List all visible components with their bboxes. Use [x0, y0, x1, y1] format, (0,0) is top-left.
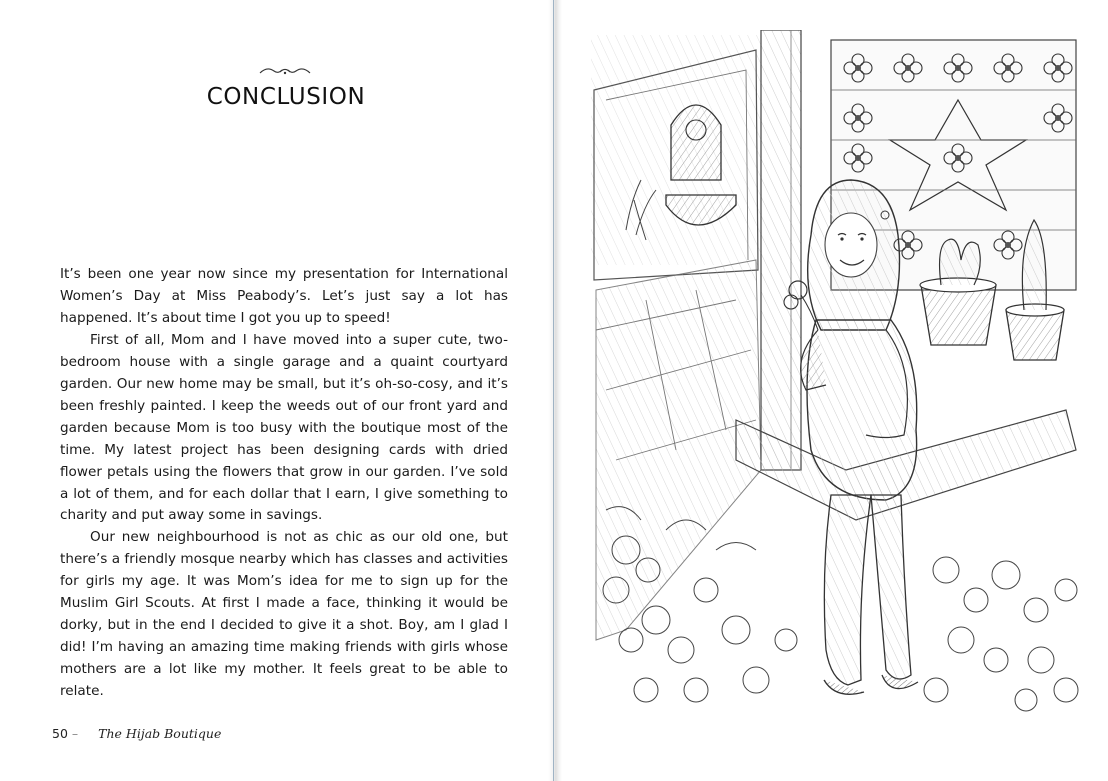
- page-footer: [52, 726, 221, 741]
- chapter-ornament-icon: [258, 64, 312, 78]
- book-gutter: [548, 0, 562, 781]
- chapter-body: [60, 264, 508, 703]
- footer-dash: –: [71, 726, 79, 741]
- running-book-title: The Hijab Boutique: [98, 726, 222, 741]
- chapter-title: CONCLUSION: [206, 84, 366, 110]
- paragraph-1: It’s been one year now since my presentation for International Women’s Day at Miss Peabody’s. Let’s just say a lot has happened. It’s about time I got you up to speed!: [60, 266, 508, 326]
- gutter-fold-line: [553, 0, 554, 781]
- page-number: 50: [52, 726, 68, 741]
- paragraph-2: First of all, Mom and I have moved into a super cute, two-bedroom house with a single garage and a quaint courtyard garden. Our new home may be small, but it’s oh-so-cosy, and it’s been freshly painted. I keep the weeds out of our front yard and garden because Mom is too busy with the boutique most of the time. My latest project has been designing cards with dried flower petals using the flowers that grow in our garden. I’ve sold a lot of them, and for each dollar that I earn, I give something to charity and put away some in savings.: [60, 331, 508, 524]
- left-page: [0, 0, 548, 781]
- girl-in-courtyard-image: [586, 30, 1086, 720]
- paragraph-3: Our new neighbourhood is not as chic as our old one, but there’s a friendly mosque nearby which has classes and activities for girls my age. It was Mom’s idea for me to sign up for the Muslim Girl Scouts. At first I made a face, thinking it would be dorky, but in the end I decided to give it a shot. Boy, am I glad I did! I’m having an amazing time making friends with girls whose mothers are a lot like my mother. It feels great to be able to relate.: [60, 529, 508, 700]
- pencil-sketch-illustration: [586, 30, 1086, 720]
